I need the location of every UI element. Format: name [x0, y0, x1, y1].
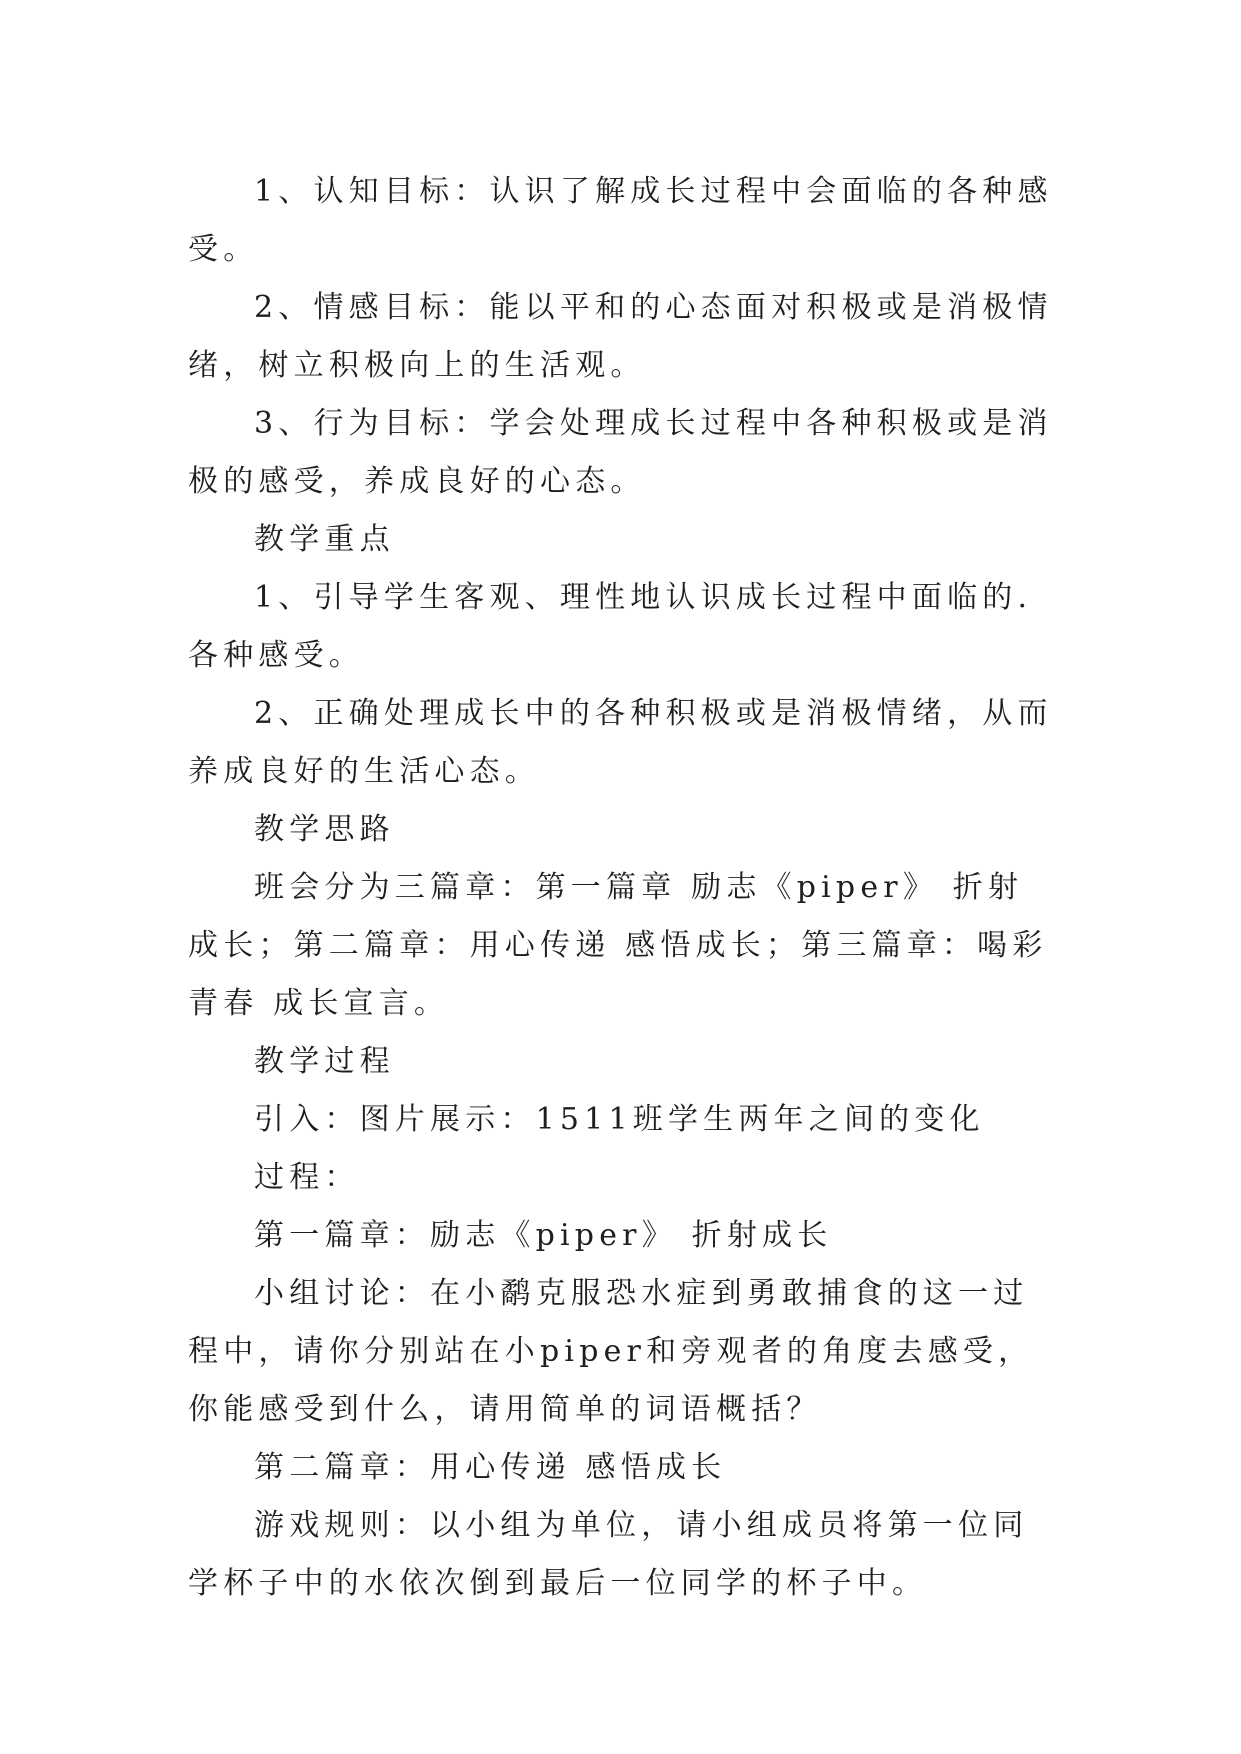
paragraph-focus-1: 1、引导学生客观、理性地认识成长过程中面临的.各种感受。 — [188, 580, 1033, 673]
paragraph-cognitive-goal: 1、认知目标：认识了解成长过程中会面临的各种感受。 — [188, 174, 1053, 267]
paragraph-focus-2: 2、正确处理成长中的各种积极或是消极情绪，从而养成良好的生活心态。 — [188, 696, 1053, 789]
paragraph-group-discussion: 小组讨论：在小鹬克服恐水症到勇敢捕食的这一过程中，请你分别站在小piper和旁观者的角度去感受，你能感受到什么，请用简单的词语概括？ — [188, 1276, 1034, 1427]
paragraph-emotional-goal: 2、情感目标：能以平和的心态面对积极或是消极情绪，树立积极向上的生活观。 — [188, 290, 1053, 383]
paragraph-game-rules: 游戏规则：以小组为单位，请小组成员将第一位同学杯子中的水依次倒到最后一位同学的杯子中。 — [188, 1508, 1029, 1601]
paragraph-introduction: 引入：图片展示：1511班学生两年之间的变化 — [254, 1102, 985, 1137]
heading-teaching-process: 教学过程 — [254, 1044, 395, 1079]
heading-teaching-approach: 教学思路 — [254, 812, 395, 847]
document-body — [188, 163, 1058, 1613]
paragraph-approach: 班会分为三篇章：第一篇章 励志《piper》 折射成长；第二篇章：用心传递 感悟成长；第三篇章：喝彩青春 成长宣言。 — [188, 870, 1048, 1021]
heading-teaching-focus: 教学重点 — [254, 522, 395, 557]
paragraph-process-label: 过程： — [254, 1160, 360, 1195]
paragraph-behavior-goal: 3、行为目标：学会处理成长过程中各种积极或是消极的感受，养成良好的心态。 — [188, 406, 1053, 499]
heading-chapter-one: 第一篇章：励志《piper》 折射成长 — [254, 1218, 833, 1253]
heading-chapter-two: 第二篇章：用心传递 感悟成长 — [254, 1450, 727, 1485]
